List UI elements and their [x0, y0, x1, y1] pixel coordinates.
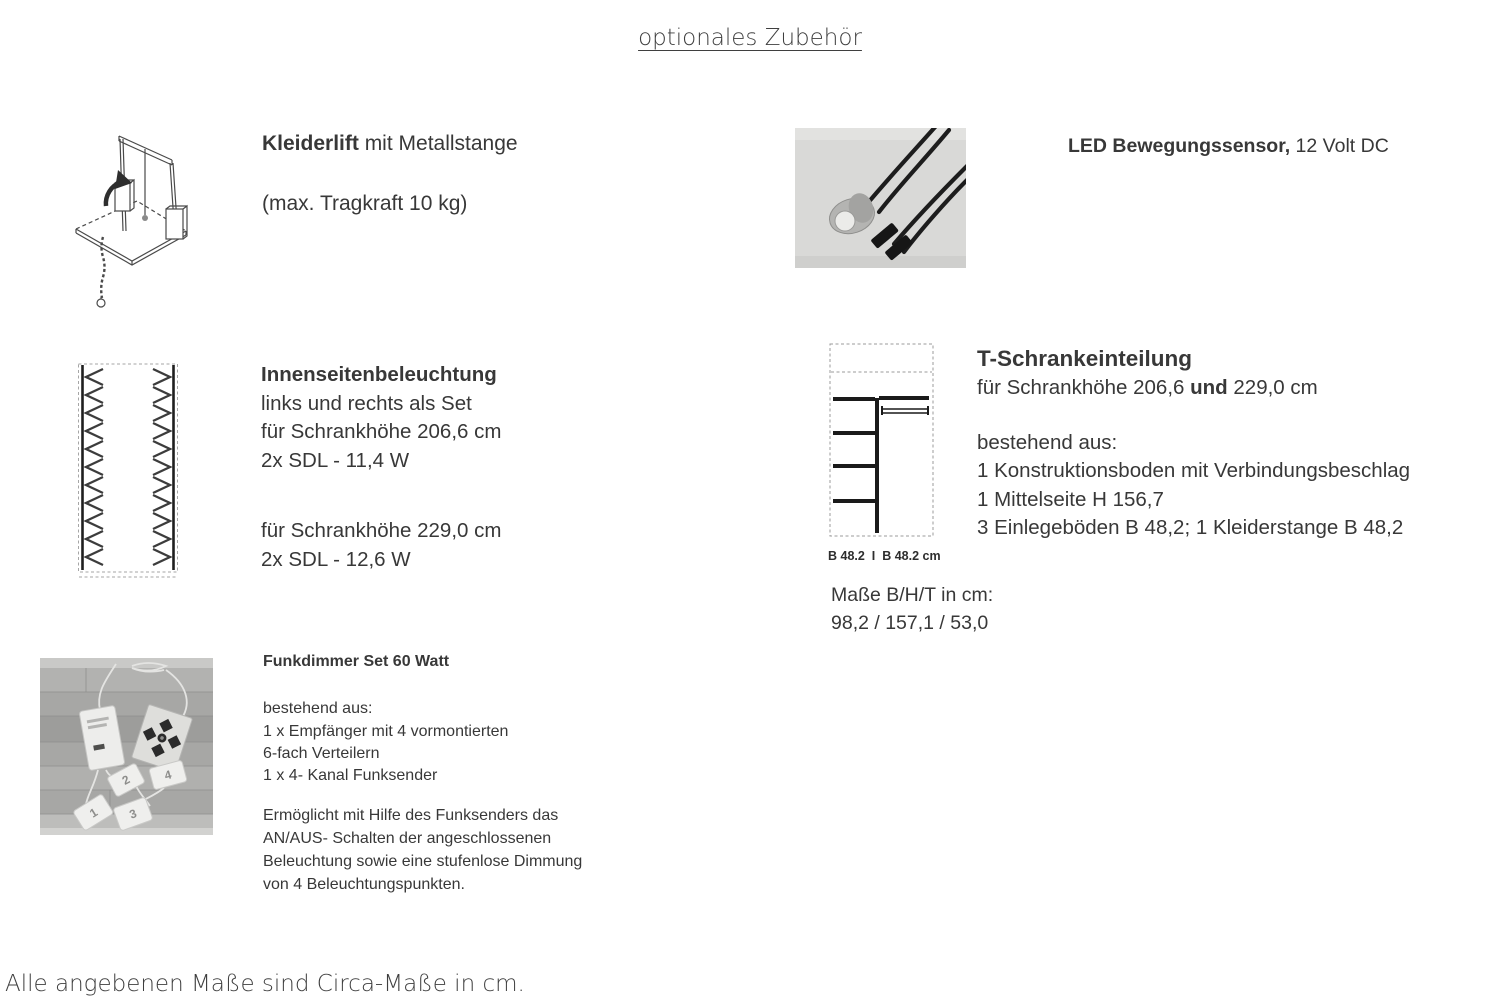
inner-lighting-line: 2x SDL - 11,4 W: [261, 448, 410, 472]
dimensions-label: Maße B/H/T in cm:: [831, 584, 994, 606]
funkdimmer-photo: [40, 658, 213, 835]
funkdimmer-heading: Funkdimmer Set 60 Watt: [263, 653, 450, 670]
inner-lighting-diagram: [77, 362, 179, 581]
inner-lighting-heading: Innenseitenbeleuchtung: [261, 363, 497, 386]
unit-number: 1: [86, 805, 101, 821]
led-sensor-photo-svg: [795, 128, 966, 268]
funkdimmer-list-item: 1 x Empfänger mit 4 vormontierten: [263, 722, 509, 740]
t-partition-heights: für Schrankhöhe 206,6 und 229,0 cm: [977, 376, 1318, 399]
funkdimmer-list-intro: bestehend aus:: [263, 700, 373, 718]
unit-number: 2: [119, 772, 133, 788]
t-partition-diagram: [829, 343, 935, 541]
inner-lighting-text: [261, 361, 501, 575]
led-sensor-text: LED Bewegungssensor, 12 Volt DC: [1068, 135, 1389, 157]
t-partition-diagram-svg: [829, 343, 935, 541]
kleiderlift-heading: Kleiderlift mit Metallstange: [262, 132, 518, 155]
funkdimmer-description-line: von 4 Beleuchtungspunkten.: [263, 876, 465, 894]
t-partition-text: [977, 344, 1410, 543]
inner-lighting-diagram-svg: [77, 362, 179, 581]
t-partition-list-intro: bestehend aus:: [977, 430, 1118, 454]
led-sensor-photo: [795, 128, 966, 268]
inner-lighting-line: für Schrankhöhe 229,0 cm: [261, 519, 502, 543]
funkdimmer-list-item: 1 x 4- Kanal Funksender: [263, 767, 438, 785]
funkdimmer-description-line: Ermöglicht mit Hilfe des Funksenders das: [263, 807, 559, 825]
inner-lighting-line: 2x SDL - 12,6 W: [261, 547, 411, 571]
funkdimmer-text: [263, 651, 582, 896]
unit-number: 3: [127, 806, 139, 822]
funkdimmer-photo-svg: [40, 658, 213, 835]
t-partition-heading: T-Schrankeinteilung: [977, 346, 1193, 371]
footer-note: Alle angebenen Maße sind Circa-Maße in cm.: [5, 971, 525, 997]
inner-lighting-line: links und rechts als Set: [261, 391, 472, 415]
kleiderlift-text: [262, 132, 518, 216]
kleiderlift-drawing-svg: [75, 125, 255, 315]
dimensions-value: 98,2 / 157,1 / 53,0: [831, 611, 989, 634]
page-title: optionales Zubehör: [638, 25, 862, 51]
t-partition-list-item: 1 Mittelseite H 156,7: [977, 487, 1164, 511]
funkdimmer-list-item: 6-fach Verteilern: [263, 744, 380, 762]
t-partition-dimensions: [831, 582, 993, 637]
unit-number: 4: [162, 767, 174, 783]
t-partition-list-item: 3 Einlegeböden B 48,2; 1 Kleiderstange B 48,2: [977, 516, 1404, 540]
kleiderlift-capacity: (max. Tragkraft 10 kg): [262, 192, 468, 215]
t-partition-list-item: 1 Konstruktionsboden mit Verbindungsbeschlag: [977, 459, 1411, 483]
inner-lighting-line: für Schrankhöhe 206,6 cm: [261, 420, 502, 444]
t-partition-diagram-label: B 48.2 I B 48.2 cm: [828, 549, 941, 563]
funkdimmer-description-line: Beleuchtung sowie eine stufenlose Dimmung: [263, 853, 583, 871]
kleiderlift-drawing: [75, 125, 255, 315]
funkdimmer-description-line: AN/AUS- Schalten der angeschlossenen: [263, 830, 552, 848]
